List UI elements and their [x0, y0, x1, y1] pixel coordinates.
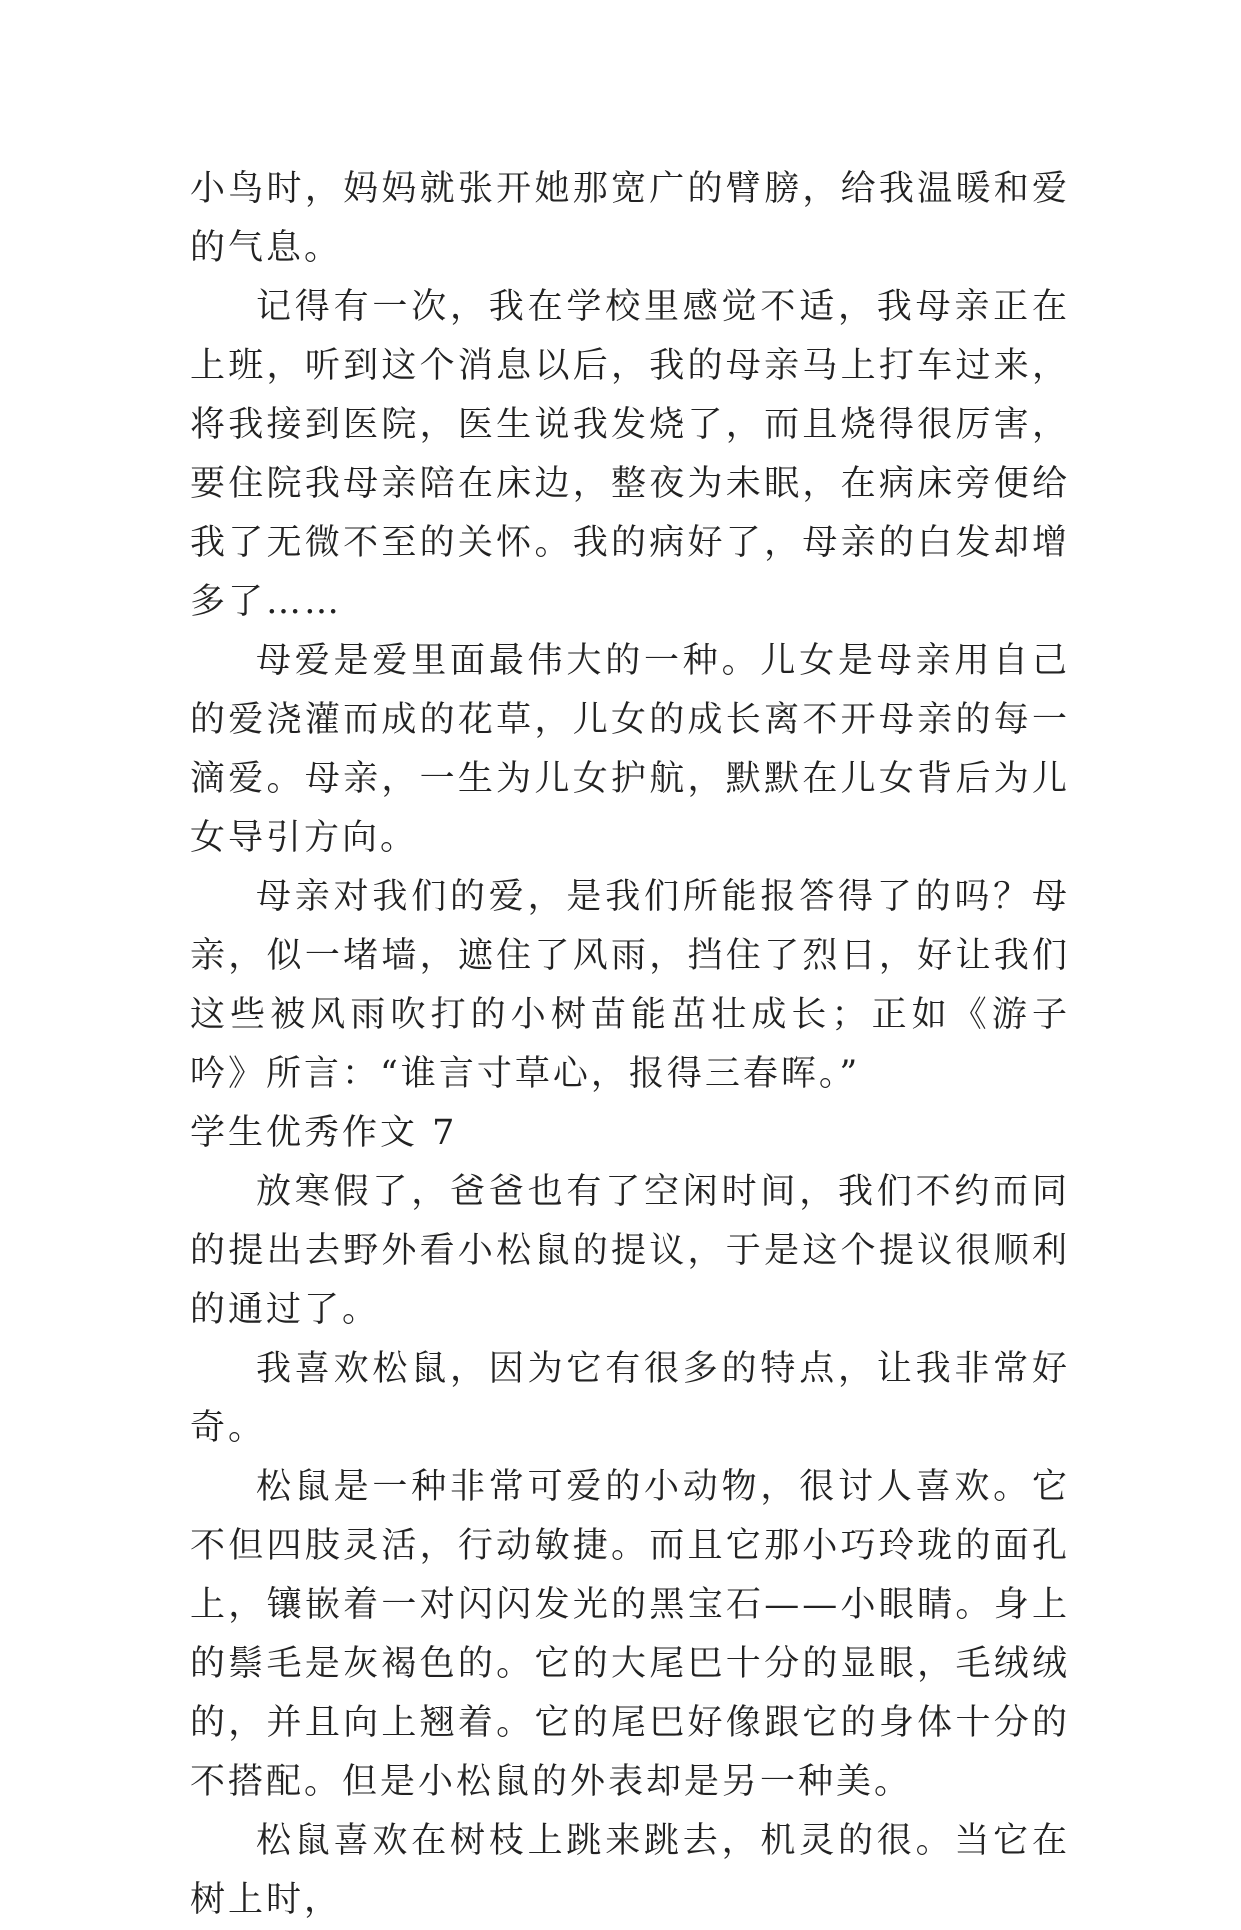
paragraph: 母亲对我们的爱，是我们所能报答得了的吗？母亲，似一堵墙，遮住了风雨，挡住了烈日，好让我们这些被风雨吹打的小树苗能茁壮成长；正如《游子吟》所言：“谁言寸草心，报得三春晖。”: [190, 877, 1070, 1094]
paragraph-continuation: 小鸟时，妈妈就张开她那宽广的臂膀，给我温暖和爱的气息。: [190, 169, 1070, 268]
document-body: [190, 160, 1070, 1930]
paragraph: 母爱是爱里面最伟大的一种。儿女是母亲用自己的爱浇灌而成的花草，儿女的成长离不开母亲的每一滴爱。母亲，一生为儿女护航，默默在儿女背后为儿女导引方向。: [190, 641, 1070, 858]
paragraph: 记得有一次，我在学校里感觉不适，我母亲正在上班，听到这个消息以后，我的母亲马上打车过来，将我接到医院，医生说我发烧了，而且烧得很厉害，要住院我母亲陪在床边，整夜为未眠，在病床旁便给我了无微不至的关怀。我的病好了，母亲的白发却增多了……: [190, 287, 1070, 622]
paragraph: 我喜欢松鼠，因为它有很多的特点，让我非常好奇。: [190, 1349, 1070, 1448]
section-title: 学生优秀作文 7: [190, 1113, 458, 1153]
paragraph: 松鼠喜欢在树枝上跳来跳去，机灵的很。当它在树上时，: [190, 1821, 1070, 1920]
paragraph: 放寒假了，爸爸也有了空闲时间，我们不约而同的提出去野外看小松鼠的提议，于是这个提议很顺利的通过了。: [190, 1172, 1070, 1330]
paragraph: 松鼠是一种非常可爱的小动物，很讨人喜欢。它不但四肢灵活，行动敏捷。而且它那小巧玲珑的面孔上，镶嵌着一对闪闪发光的黑宝石——小眼睛。身上的鬃毛是灰褐色的。它的大尾巴十分的显眼，毛绒绒的，并且向上翘着。它的尾巴好像跟它的身体十分的不搭配。但是小松鼠的外表却是另一种美。: [190, 1467, 1070, 1802]
